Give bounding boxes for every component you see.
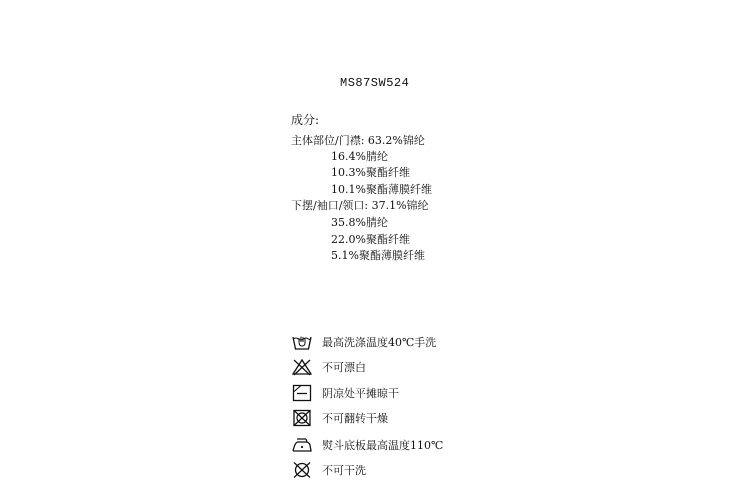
composition-line: 35.8%腈纶 [331,216,388,229]
care-item [291,435,443,455]
care-text: 不可漂白 [322,361,366,374]
composition-line: 10.1%聚酯薄膜纤维 [331,183,432,196]
care-item [291,383,399,403]
care-item [291,408,388,428]
hand-wash-40-icon [291,333,313,351]
composition-title: 成分: [291,113,320,127]
care-text: 阴凉处平摊晾干 [322,387,399,400]
composition-line: 5.1%聚酯薄膜纤维 [331,249,425,262]
composition-line: 下摆/袖口/领口: 37.1%锦纶 [291,199,429,212]
care-item [291,460,366,480]
care-item [291,332,436,352]
care-text: 最高洗涤温度40℃手洗 [322,336,437,349]
iron-110-icon [291,436,313,454]
composition-line: 10.3%聚酯纤维 [331,166,410,179]
product-code: MS87SW524 [340,76,410,90]
composition-line: 22.0%聚酯纤维 [331,233,410,246]
no-bleach-icon [291,358,313,376]
no-tumble-dry-icon [291,409,313,427]
composition-line: 主体部位/门襟: 63.2%锦纶 [291,134,425,147]
dry-flat-in-shade-icon [291,384,313,402]
care-text: 熨斗底板最高温度110℃ [322,439,444,452]
care-text: 不可干洗 [322,464,366,477]
care-text: 不可翻转干燥 [322,412,388,425]
no-dry-clean-icon [291,461,313,479]
care-item [291,357,366,377]
composition-line: 16.4%腈纶 [331,150,388,163]
